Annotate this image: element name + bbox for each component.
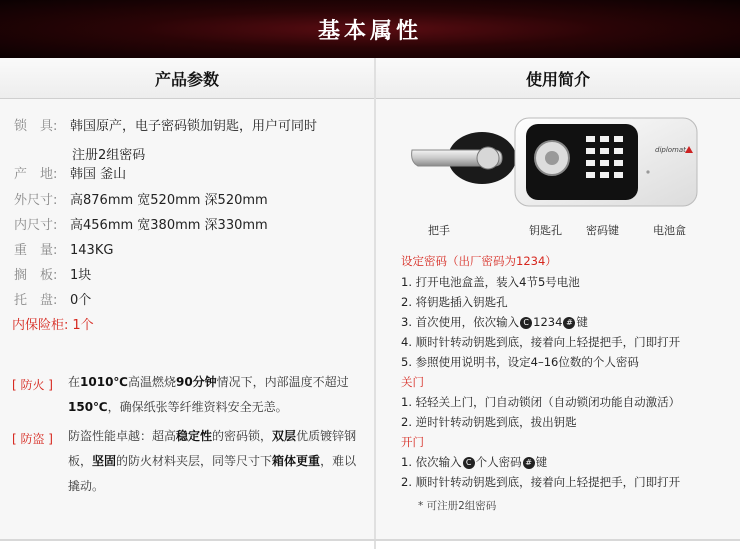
spec-value-continued: 注册2组密码 [72, 148, 146, 163]
spec-label: 重 量: [14, 243, 58, 258]
fire-temp: 1010℃ [80, 375, 128, 389]
factory-code: 1234 [533, 315, 563, 329]
spec-value: 高456mm 宽380mm 深330mm [70, 218, 268, 233]
header-banner [0, 0, 740, 58]
set-step-3 [401, 314, 588, 330]
spec-row-inner-safe [12, 317, 94, 335]
set-password-title: 设定密码（出厂密码为1234） [401, 254, 557, 268]
spec-label: 内尺寸: [14, 218, 58, 233]
open-step-1-text: 1. 依次输入 [401, 455, 462, 469]
handle-icon [412, 132, 516, 184]
theft-text-part: 的密码锁， [212, 429, 273, 443]
password-note: * 可注册2组密码 [418, 500, 497, 512]
spec-value: 143KG [70, 243, 114, 258]
usage-heading-text: 使用简介 [525, 69, 590, 89]
label-handle: 把手 [428, 224, 450, 237]
theft-text-part: 优质镀锌钢板， [68, 429, 357, 468]
fire-text-part: 在 [68, 375, 81, 389]
set-step-1: 1. 打开电池盒盖，装入4节5号电池 [401, 275, 580, 289]
theft-text-part: 的防火材料夹层，同等尺寸下 [116, 454, 273, 468]
fire-inner-temp: 150℃ [68, 400, 108, 414]
spec-row-lock [14, 118, 317, 136]
spec-row-origin [14, 166, 126, 184]
theft-tag: [ 防盗 ] [12, 432, 53, 446]
spec-label: 托 盘: [14, 293, 58, 308]
spec-row-weight [14, 242, 113, 260]
open-door-title: 开门 [401, 435, 424, 449]
theft-text-part: ，难以撬动。 [68, 454, 357, 493]
set-step-5: 5. 参照使用说明书，设定4–16位数的个人密码 [401, 355, 639, 369]
fire-description [68, 370, 368, 420]
spec-row-inner-size [14, 217, 268, 235]
fire-text-part: 情况下，内部温度不超过 [216, 375, 349, 389]
hash-key-icon: # [563, 317, 575, 329]
banner-title: 基本属性 [317, 18, 422, 44]
specs-heading-text: 产品参数 [154, 69, 219, 89]
set-step-2: 2. 将钥匙插入钥匙孔 [401, 295, 508, 309]
open-step-1-text: 个人密码 [475, 455, 522, 469]
keypad-panel-icon [515, 118, 697, 206]
theft-bold: 箱体更重 [272, 454, 321, 468]
fire-tag: [ 防火 ] [12, 378, 53, 392]
theft-bold: 稳定性 [176, 429, 213, 443]
open-step-1 [401, 454, 547, 470]
spec-value: 韩国原产，电子密码锁加钥匙，用户可同时 [70, 119, 318, 134]
specs-heading [0, 58, 374, 99]
spec-row-shelf [14, 267, 91, 285]
set-step-3-text: 3. 首次使用，依次输入 [401, 315, 520, 329]
open-step-2: 2. 顺时针转动钥匙到底，接着向上轻提把手，门即打开 [401, 475, 681, 489]
spec-label: 搁 板: [14, 268, 58, 283]
theft-bold: 坚固 [92, 454, 117, 468]
fire-duration: 90分钟 [175, 375, 217, 389]
close-door-title: 关门 [401, 375, 424, 389]
hash-key-icon: # [523, 457, 535, 469]
set-step-3-end: 键 [576, 315, 588, 329]
brand-logo: diplomat [655, 146, 686, 154]
spec-row-outer-size [14, 192, 268, 210]
open-step-1-end: 键 [535, 455, 548, 469]
lock-illustration [400, 110, 730, 225]
bottom-divider [0, 539, 740, 541]
usage-heading [376, 58, 740, 99]
spec-label: 产 地: [14, 167, 58, 182]
spec-label: 内保险柜: [12, 318, 69, 333]
label-battery: 电池盒 [653, 224, 686, 237]
close-step-2: 2. 逆时针转动钥匙到底，拔出钥匙 [401, 415, 577, 429]
fire-text-part: ，确保纸张等纤维资料安全无恙。 [107, 400, 288, 414]
label-keyhole: 钥匙孔 [529, 224, 562, 237]
spec-value: 高876mm 宽520mm 深520mm [70, 193, 268, 208]
label-keypad: 密码键 [586, 224, 619, 237]
spec-value: 1个 [72, 318, 94, 333]
spec-value: 韩国 釜山 [70, 167, 127, 182]
clear-key-icon: C [520, 317, 532, 329]
theft-text-part: 防盗性能卓越：超高 [68, 429, 177, 443]
spec-row-tray [14, 292, 91, 310]
spec-value: 1块 [70, 268, 92, 283]
spec-label: 锁 具: [14, 119, 58, 134]
set-step-4: 4. 顺时针转动钥匙到底，接着向上轻提把手，门即打开 [401, 335, 681, 349]
fire-text-part: 高温燃烧 [127, 375, 176, 389]
theft-description [68, 424, 368, 499]
spec-label: 外尺寸: [14, 193, 58, 208]
clear-key-icon: C [463, 457, 475, 469]
close-step-1: 1. 轻轻关上门，门自动锁闭（自动锁闭功能自动激活） [401, 395, 681, 409]
theft-bold: 双层 [272, 429, 297, 443]
spec-value: 0个 [70, 293, 92, 308]
